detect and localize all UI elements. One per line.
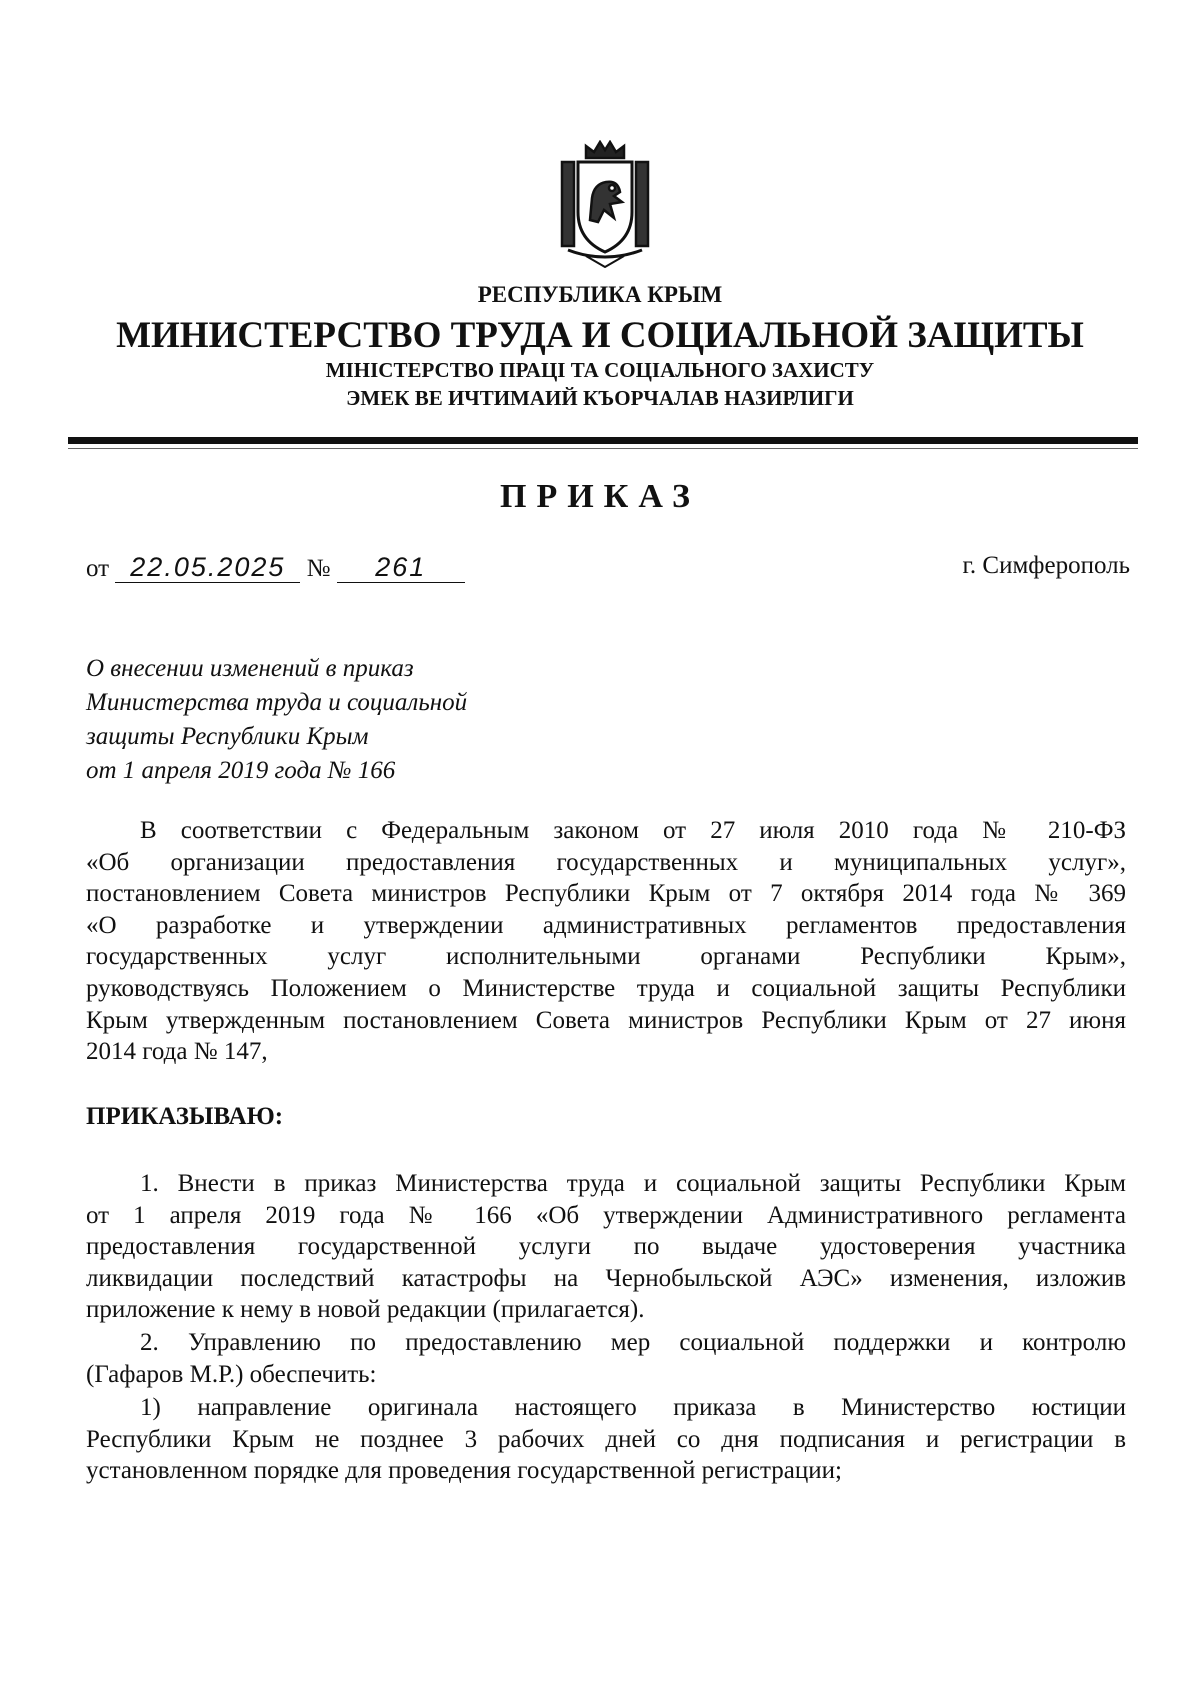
text-line: 2014 года № 147, <box>86 1038 268 1066</box>
city: г. Симферополь <box>962 552 1130 579</box>
text-line: 1) направление оригинала настоящего приказа в Министерство юстиции <box>140 1394 1126 1421</box>
date-number-line <box>86 552 465 583</box>
item-2-paragraph <box>86 1327 1126 1390</box>
text-line: постановлением Совета министров Республики Крым от 7 октября 2014 года № 369 <box>86 880 1126 908</box>
item-1-paragraph <box>86 1168 1126 1326</box>
order-directive-word: ПРИКАЗЫВАЮ: <box>86 1103 284 1130</box>
text-line: «Об организации предоставления государственных и муниципальных услуг», <box>86 848 1126 876</box>
text-line: от 1 апреля 2019 года № 166 «Об утверждении Административного регламента <box>86 1201 1126 1229</box>
handwritten-number: 261 <box>337 552 465 583</box>
text-line: «О разработке и утверждении административных регламентов предоставления <box>86 911 1126 939</box>
ministry-name: МИНИСТЕРСТВО ТРУДА И СОЦИАЛЬНОЙ ЗАЩИТЫ <box>116 315 1084 356</box>
header-divider-thin <box>68 448 1138 449</box>
text-line: руководствуясь Положением о Министерстве труда и социальной защиты Республики <box>86 974 1126 1002</box>
subject-line: защиты Республики Крым <box>86 723 369 750</box>
number-sign: № <box>306 555 331 582</box>
document-title: ПРИКАЗ <box>500 478 700 515</box>
preamble-paragraph <box>86 815 1126 1068</box>
text-line: Крым утвержденным постановлением Совета министров Республики Крым от 27 июня <box>86 1006 1126 1034</box>
header-divider-thick <box>68 437 1138 444</box>
ministry-name-crimean-tatar: ЭМЕК ВЕ ИЧТИМАИЙ КЪОРЧАЛАВ НАЗИРЛИГИ <box>346 386 854 410</box>
text-line: 2. Управлению по предоставлению мер социальной поддержки и контролю <box>140 1329 1126 1356</box>
text-line: предоставления государственной услуги по выдаче удостоверения участника <box>86 1233 1126 1261</box>
text-line: (Гафаров М.Р.) обеспечить: <box>86 1360 377 1388</box>
text-line: 1. Внести в приказ Министерства труда и социальной защиты Республики Крым <box>140 1170 1126 1197</box>
order-subject <box>86 652 467 788</box>
coat-of-arms-emblem <box>556 140 654 268</box>
text-line: установленном порядке для проведения государственной регистрации; <box>86 1457 842 1485</box>
text-line: государственных услуг исполнительными органами Республики Крым», <box>86 943 1126 971</box>
text-line: приложение к нему в новой редакции (прилагается). <box>86 1296 645 1324</box>
subject-line: от 1 апреля 2019 года № 166 <box>86 757 396 784</box>
text-line: ликвидации последствий катастрофы на Чернобыльской АЭС» изменения, изложив <box>86 1264 1126 1292</box>
ministry-name-ukrainian: МІНІСТЕРСТВО ПРАЦІ ТА СОЦІАЛЬНОГО ЗАХИСТУ <box>325 358 875 382</box>
handwritten-date: 22.05.2025 <box>115 552 300 583</box>
text-line: В соответствии с Федеральным законом от 27 июля 2010 года № 210-ФЗ <box>140 817 1126 844</box>
subject-line: О внесении изменений в приказ <box>86 655 414 682</box>
item-2-1-paragraph <box>86 1392 1126 1487</box>
text-line: Республики Крым не позднее 3 рабочих дней со дня подписания и регистрации в <box>86 1425 1126 1453</box>
date-prefix: от <box>86 555 110 582</box>
subject-line: Министерства труда и социальной <box>86 689 468 716</box>
republic-name: РЕСПУБЛИКА КРЫМ <box>477 282 723 307</box>
